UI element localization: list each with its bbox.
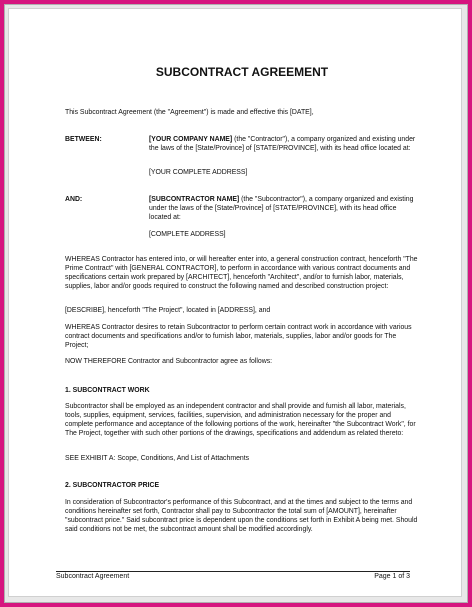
document-frame [4,4,468,603]
section-1-body: Subcontractor shall be employed as an independent contractor and shall provide and furnish all labor, materials, tools, supplies, equipment, services, facilities, supervision, and administration necessary for the proper and complete performance and acceptance of the following portions of the work, hereinafter "the Subcontract Work", for The Project, together with such other portions of the drawings, specifications and addendum as related thereto: [65,403,416,437]
section-1-heading: 1. SUBCONTRACT WORK [65,387,150,394]
describe-paragraph: [DESCRIBE], henceforth "The Project", located in [ADDRESS], and [65,307,271,314]
intro-paragraph: This Subcontract Agreement (the "Agreement") is made and effective this [DATE], [65,109,314,116]
subcontractor-name: [SUBCONTRACTOR NAME] [149,196,240,203]
between-party [149,135,419,153]
section-1-exhibit: SEE EXHIBIT A: Scope, Conditions, And List of Attachments [65,455,250,462]
and-label: AND: [65,196,83,203]
section-2-body: In consideration of Subcontractor's performance of this Subcontract, and at the times and subject to the terms and conditions hereinafter set forth, Contractor shall pay to Subcontractor the total sum of [AMOUNT], hereinafter "subcontract price." Said subcontract price is dependent upon the conditions set forth in Exhibit A being met. Should said conditions not be met, the subcontract amount shall be modified accordingly. [65,499,418,533]
between-text: (the "Contractor"), a company organized and existing under the laws of the [State/Province] of [STATE/PROVINCE], with its head office located at: [149,136,416,152]
document-title: SUBCONTRACT AGREEMENT [155,65,329,79]
footer-page-number: Page 1 of 3 [374,573,410,580]
and-text: (the "Subcontractor"), a company organized and existing under the laws of the [State/Province] of [STATE/PROVINCE], with its head office located at: [149,196,414,221]
section-2-heading: 2. SUBCONTRACTOR PRICE [65,482,160,489]
document-page [8,8,462,597]
company-name: [YOUR COMPANY NAME] [149,136,233,143]
company-address: [YOUR COMPLETE ADDRESS] [149,169,248,176]
and-party [149,195,419,222]
whereas-paragraph-1: WHEREAS Contractor has entered into, or will hereafter enter into, a general construction contract, henceforth "The Prime Contract" with [GENERAL CONTRACTOR], to perform in accordance with various contract documents and specifications certain work prepared by [ARCHITECT], henceforth "Architect", and/or to furnish labor, materials, supplies, labor and/or goods required to construct the following named and described construction project: [65,256,418,290]
footer-divider [56,571,410,572]
subcontractor-address: [COMPLETE ADDRESS] [149,231,226,238]
now-therefore-paragraph: NOW THEREFORE Contractor and Subcontractor agree as follows: [65,358,273,365]
between-label: BETWEEN: [65,136,102,143]
footer-document-name: Subcontract Agreement [56,573,130,580]
whereas-paragraph-2: WHEREAS Contractor desires to retain Subcontractor to perform certain contract work in accordance with various contract documents and specifications and/or to furnish labor, materials, supplies, labor and/or goods for The Project; [65,324,412,349]
